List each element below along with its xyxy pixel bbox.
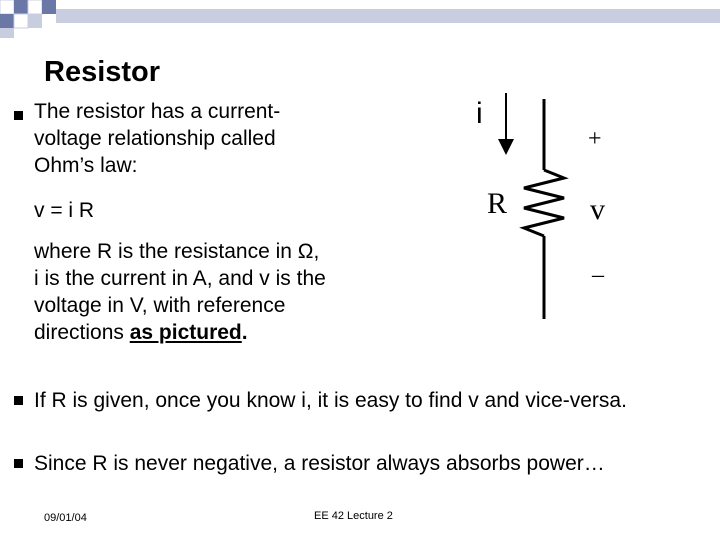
resistor-label: R xyxy=(487,187,508,220)
where-line-3: voltage in V, with reference xyxy=(34,294,286,317)
bullet-marker xyxy=(14,111,23,120)
current-label: i xyxy=(476,97,483,130)
bullet-1-line-1: The resistor has a current- xyxy=(34,100,281,123)
slide-title: Resistor xyxy=(44,56,161,88)
footer-date: 09/01/04 xyxy=(44,512,87,524)
resistor-zigzag xyxy=(524,170,564,236)
minus-sign: – xyxy=(592,262,604,288)
where-line-1: where R is the resistance in Ω, xyxy=(34,240,320,263)
ohms-law-equation: v = i R xyxy=(34,199,95,222)
bullet-2-text: If R is given, once you know i, it is easy to find v and vice-versa. xyxy=(34,389,627,412)
as-pictured-emphasis: as pictured xyxy=(129,321,242,344)
bullet-1-line-3: Ohm’s law: xyxy=(34,154,138,177)
where-line-2: i is the current in A, and v is the xyxy=(34,267,326,290)
where-line-4 xyxy=(34,319,248,346)
voltage-label: v xyxy=(590,193,605,226)
bullet-3-text: Since R is never negative, a resistor always absorbs power… xyxy=(34,452,605,475)
current-arrow-head xyxy=(498,139,514,155)
where-line-4-prefix: directions xyxy=(34,321,130,344)
header-decoration xyxy=(0,0,720,40)
bullet-marker xyxy=(14,396,23,405)
plus-sign: + xyxy=(588,126,602,152)
where-line-4-suffix: . xyxy=(241,321,248,344)
bullet-1-line-2: voltage relationship called xyxy=(34,127,276,150)
bullet-marker xyxy=(14,459,23,468)
footer-course: EE 42 Lecture 2 xyxy=(314,510,393,522)
